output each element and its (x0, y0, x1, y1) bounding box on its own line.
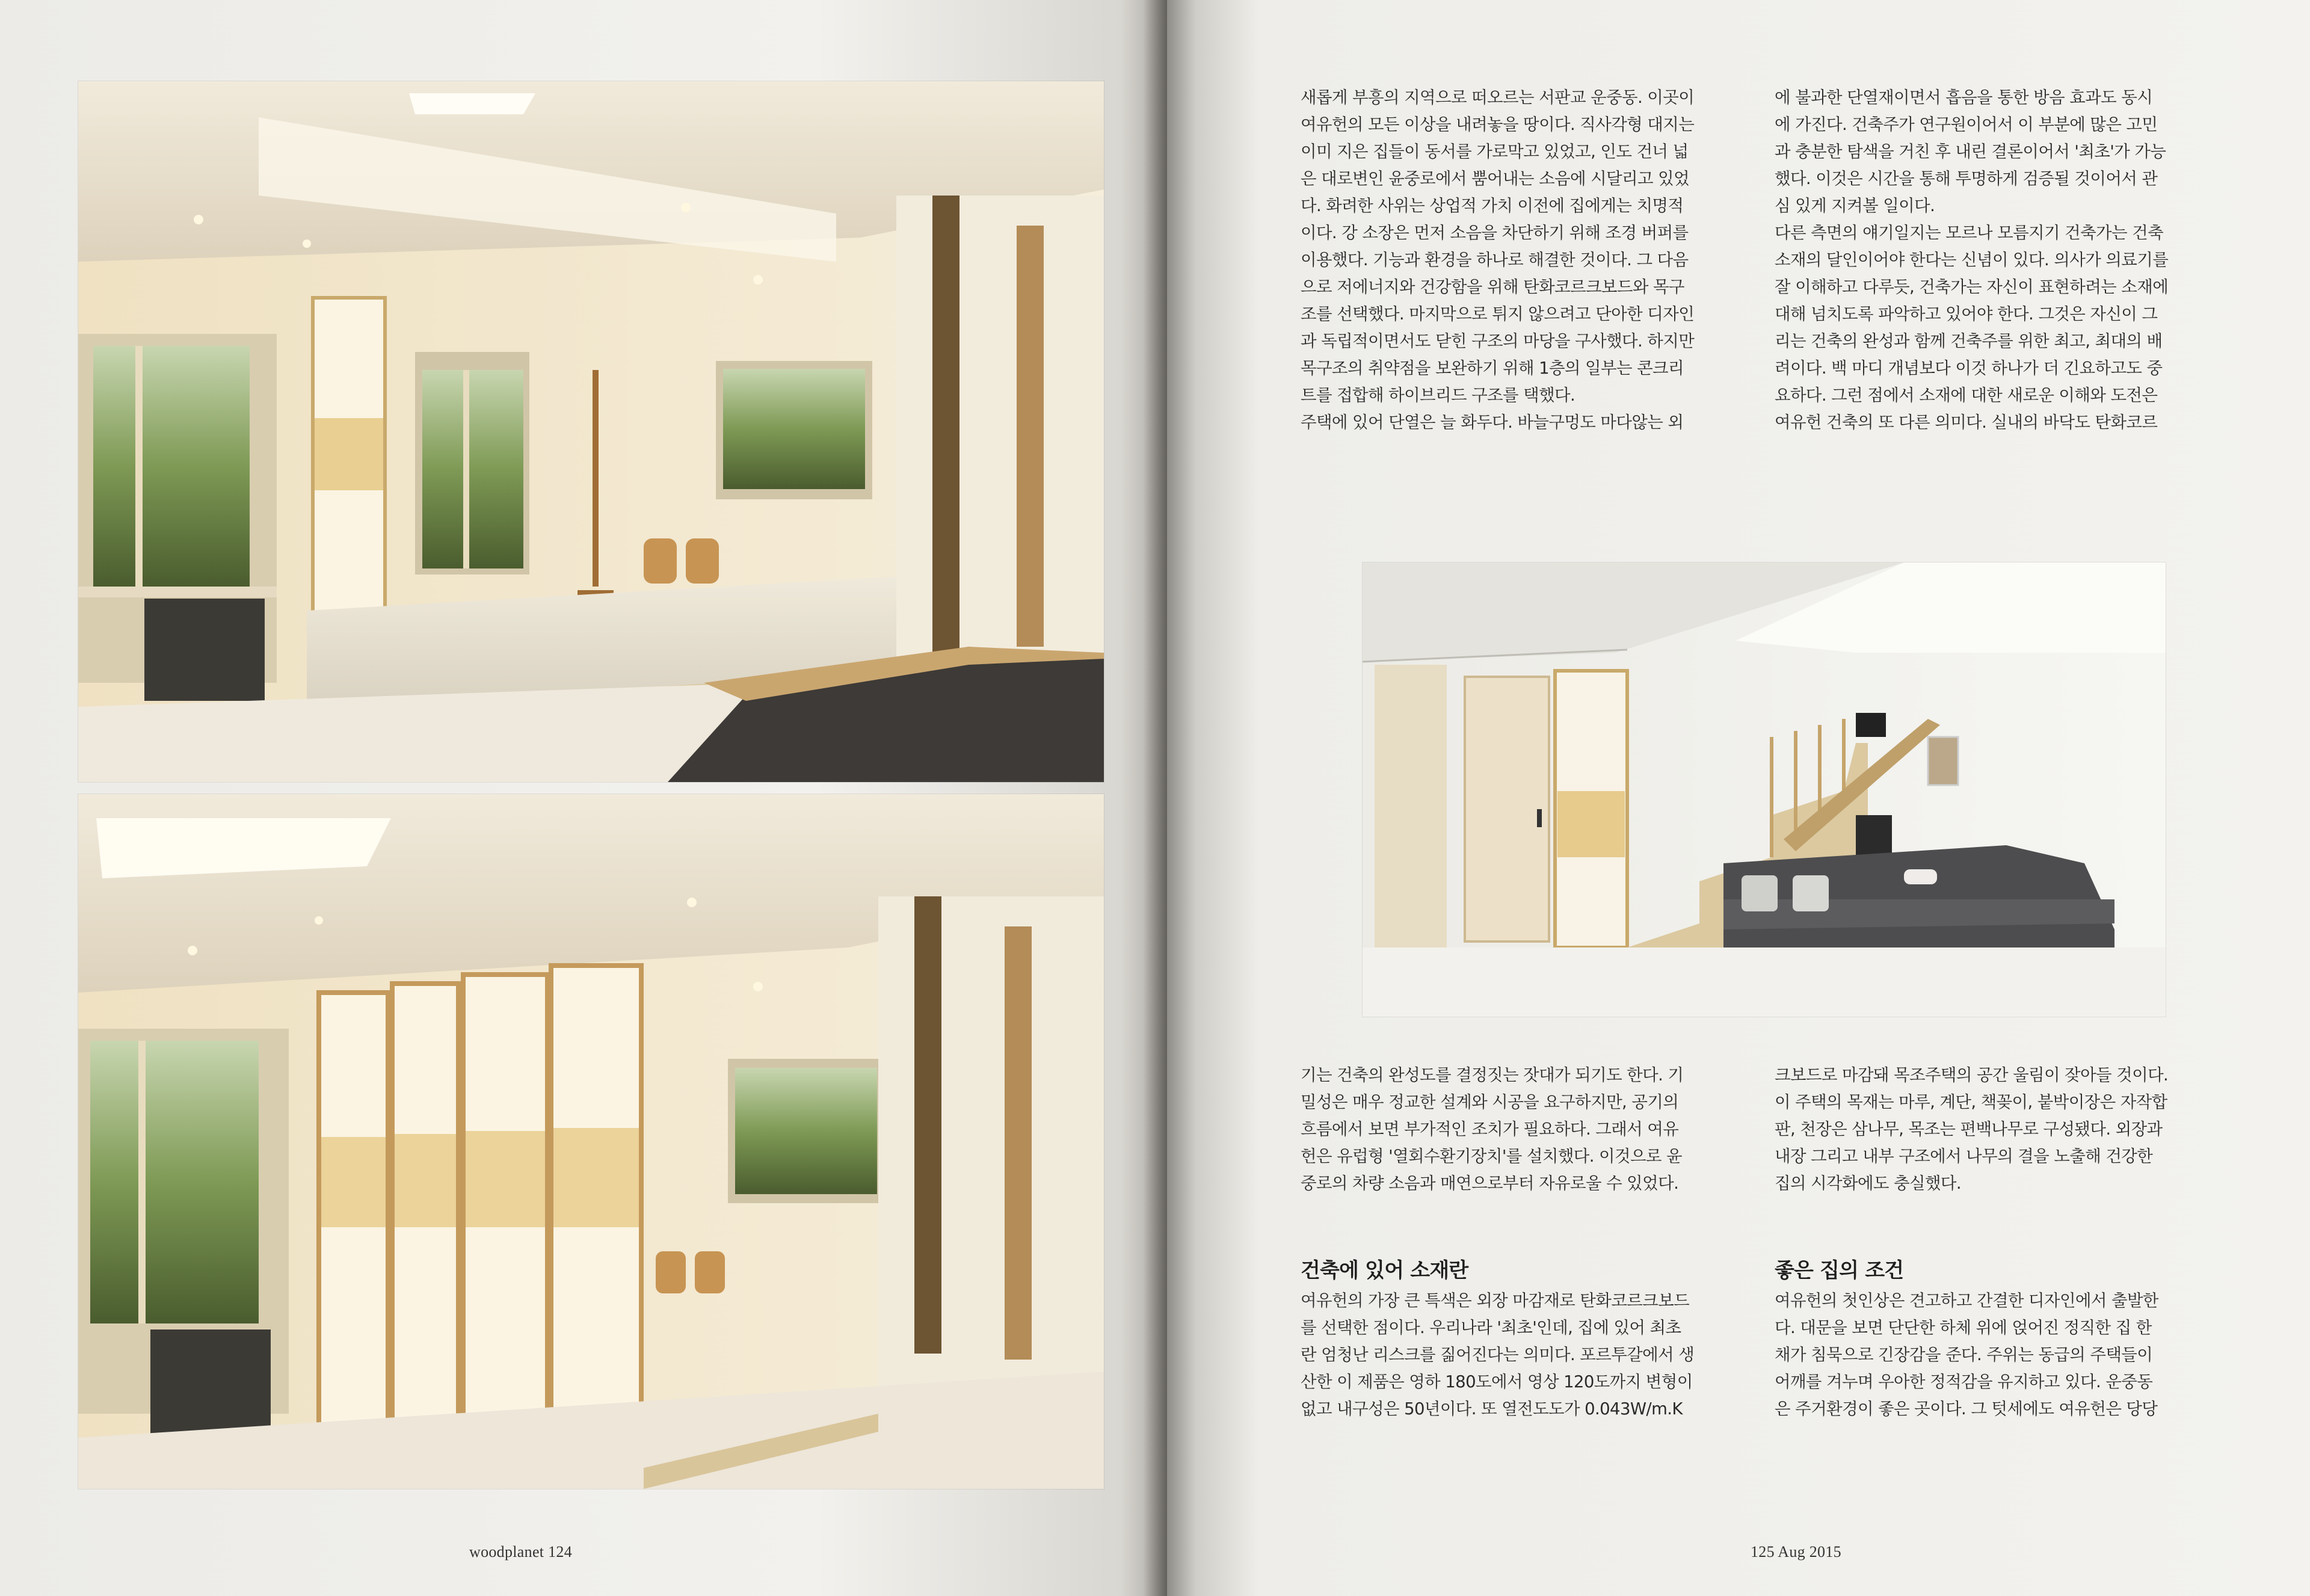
text-line: 판, 천장은 삼나무, 목조는 편백나무로 구성됐다. 외장과 (1775, 1120, 2163, 1139)
text-line: 없고 내구성은 50년이다. 또 열전도도가 0.043W/m.K (1301, 1399, 1683, 1419)
text-line: 이 주택의 목재는 마루, 계단, 책꽂이, 붙박이장은 자작합 (1775, 1092, 2167, 1112)
text-line: 여유헌의 가장 큰 특색은 외장 마감재로 탄화코르크보드 (1301, 1291, 1690, 1310)
text-line: 소재의 달인이어야 한다는 신념이 있다. 의사가 의료기를 (1775, 250, 2169, 270)
text-line: 여유헌 건축의 또 다른 의미다. 실내의 바닥도 탄화코르 (1775, 413, 2158, 432)
top-text-column-1 (1301, 84, 1746, 436)
text-line: 은 주거환경이 좋은 곳이다. 그 텃세에도 여유헌은 당당 (1775, 1399, 2158, 1419)
text-line: 했다. 이것은 시간을 통해 투명하게 검증될 것이어서 관 (1775, 169, 2158, 188)
text-line: 다른 측면의 얘기일지는 모르나 모름지기 건축가는 건축 (1775, 223, 2164, 242)
text-line: 이용했다. 기능과 환경을 하나로 해결한 것이다. 그 다음 (1301, 250, 1689, 270)
text-line: 리는 건축의 완성과 함께 건축주를 위한 최고, 최대의 배 (1775, 331, 2163, 351)
text-line: 트를 접합해 하이브리드 구조를 택했다. (1301, 386, 1575, 405)
section-good-house (1775, 1256, 2220, 1423)
text-line: 은 대로변인 윤중로에서 뿜어내는 소음에 시달리고 있었 (1301, 169, 1690, 188)
text-line: 조를 선택했다. 마지막으로 튀지 않으려고 단아한 디자인 (1301, 304, 1695, 324)
text-line: 에 불과한 단열재이면서 흡음을 통한 방음 효과도 동시 (1775, 88, 2153, 107)
right-folio: 125 Aug 2015 (1751, 1543, 1841, 1561)
text-line: 여유헌의 모든 이상을 내려놓을 땅이다. 직사각형 대지는 (1301, 115, 1695, 134)
text-line: 란 엄청난 리스크를 짊어진다는 의미다. 포르투갈에서 생 (1301, 1345, 1695, 1364)
photo-living-room-closed-partition (78, 794, 1104, 1489)
text-line: 으로 저에너지와 건강함을 위해 탄화코르크보드와 목구 (1301, 277, 1684, 297)
text-line: 잘 이해하고 다루듯, 건축가는 자신이 표현하려는 소재에 (1775, 277, 2169, 297)
text-line: 다. 대문을 보면 단단한 하체 위에 얹어진 정직한 집 한 (1775, 1318, 2152, 1337)
section-materials (1301, 1256, 1746, 1423)
text-line: 이다. 강 소장은 먼저 소음을 차단하기 위해 조경 버퍼를 (1301, 223, 1689, 242)
photo-living-room-sofa-stairs (1363, 562, 2166, 1017)
text-line: 내장 그리고 내부 구조에서 나무의 결을 노출해 건강한 (1775, 1147, 2153, 1166)
text-line: 산한 이 제품은 영하 180도에서 영상 120도까지 변형이 (1301, 1372, 1693, 1391)
text-line: 크보드로 마감돼 목조주택의 공간 울림이 잦아들 것이다. (1775, 1065, 2169, 1085)
text-line: 집의 시각화에도 충실했다. (1775, 1174, 1962, 1193)
text-line: 과 독립적이면서도 닫힌 구조의 마당을 구사했다. 하지만 (1301, 331, 1695, 351)
text-line: 주택에 있어 단열은 늘 화두다. 바늘구멍도 마다않는 외 (1301, 413, 1684, 432)
photo-living-room-open-partition (78, 81, 1104, 782)
text-line: 채가 침묵으로 긴장감을 준다. 주위는 동급의 주택들이 (1775, 1345, 2153, 1364)
text-line: 기는 건축의 완성도를 결정짓는 잣대가 되기도 한다. 기 (1301, 1065, 1684, 1085)
top-text-column-2 (1775, 84, 2220, 436)
text-line: 헌은 유럽형 '열회수환기장치'를 설치했다. 이것으로 윤 (1301, 1147, 1682, 1166)
text-line: 과 충분한 탐색을 거친 후 내린 결론이어서 '최초'가 가능 (1775, 142, 2166, 161)
text-line: 요하다. 그런 점에서 소재에 대한 새로운 이해와 도전은 (1775, 386, 2158, 405)
text-line: 다. 화려한 사위는 상업적 가치 이전에 집에게는 치명적 (1301, 196, 1684, 215)
text-line: 밀성은 매우 정교한 설계와 시공을 요구하지만, 공기의 (1301, 1092, 1679, 1112)
right-page (1167, 0, 2310, 1596)
text-line: 흐름에서 보면 부가적인 조치가 필요하다. 그래서 여유 (1301, 1120, 1679, 1139)
text-line: 중로의 차량 소음과 매연으로부터 자유로울 수 있었다. (1301, 1174, 1679, 1193)
text-line: 에 가진다. 건축주가 연구원이어서 이 부분에 많은 고민 (1775, 115, 2158, 134)
text-line: 여유헌의 첫인상은 견고하고 간결한 디자인에서 출발한 (1775, 1291, 2158, 1310)
section-heading: 좋은 집의 조건 (1775, 1259, 1904, 1283)
text-line: 목구조의 취약점을 보완하기 위해 1층의 일부는 콘크리 (1301, 359, 1684, 378)
bottom-text-column-1 (1301, 1062, 1746, 1197)
left-folio: woodplanet 124 (469, 1543, 573, 1561)
text-line: 새롭게 부흥의 지역으로 떠오르는 서판교 운중동. 이곳이 (1301, 88, 1695, 107)
text-line: 어깨를 겨누며 우아한 정적감을 유지하고 있다. 운중동 (1775, 1372, 2153, 1391)
bottom-text-column-2 (1775, 1062, 2220, 1197)
section-heading: 건축에 있어 소재란 (1301, 1259, 1468, 1283)
text-line: 심 있게 지켜볼 일이다. (1775, 196, 1935, 215)
text-line: 대해 넘치도록 파악하고 있어야 한다. 그것은 자신이 그 (1775, 304, 2158, 324)
text-line: 이미 지은 집들이 동서를 가로막고 있었고, 인도 건너 넓 (1301, 142, 1689, 161)
text-line: 려이다. 백 마디 개념보다 이것 하나가 더 긴요하고도 중 (1775, 359, 2163, 378)
text-line: 를 선택한 점이다. 우리나라 '최초'인데, 집에 있어 최초 (1301, 1318, 1681, 1337)
